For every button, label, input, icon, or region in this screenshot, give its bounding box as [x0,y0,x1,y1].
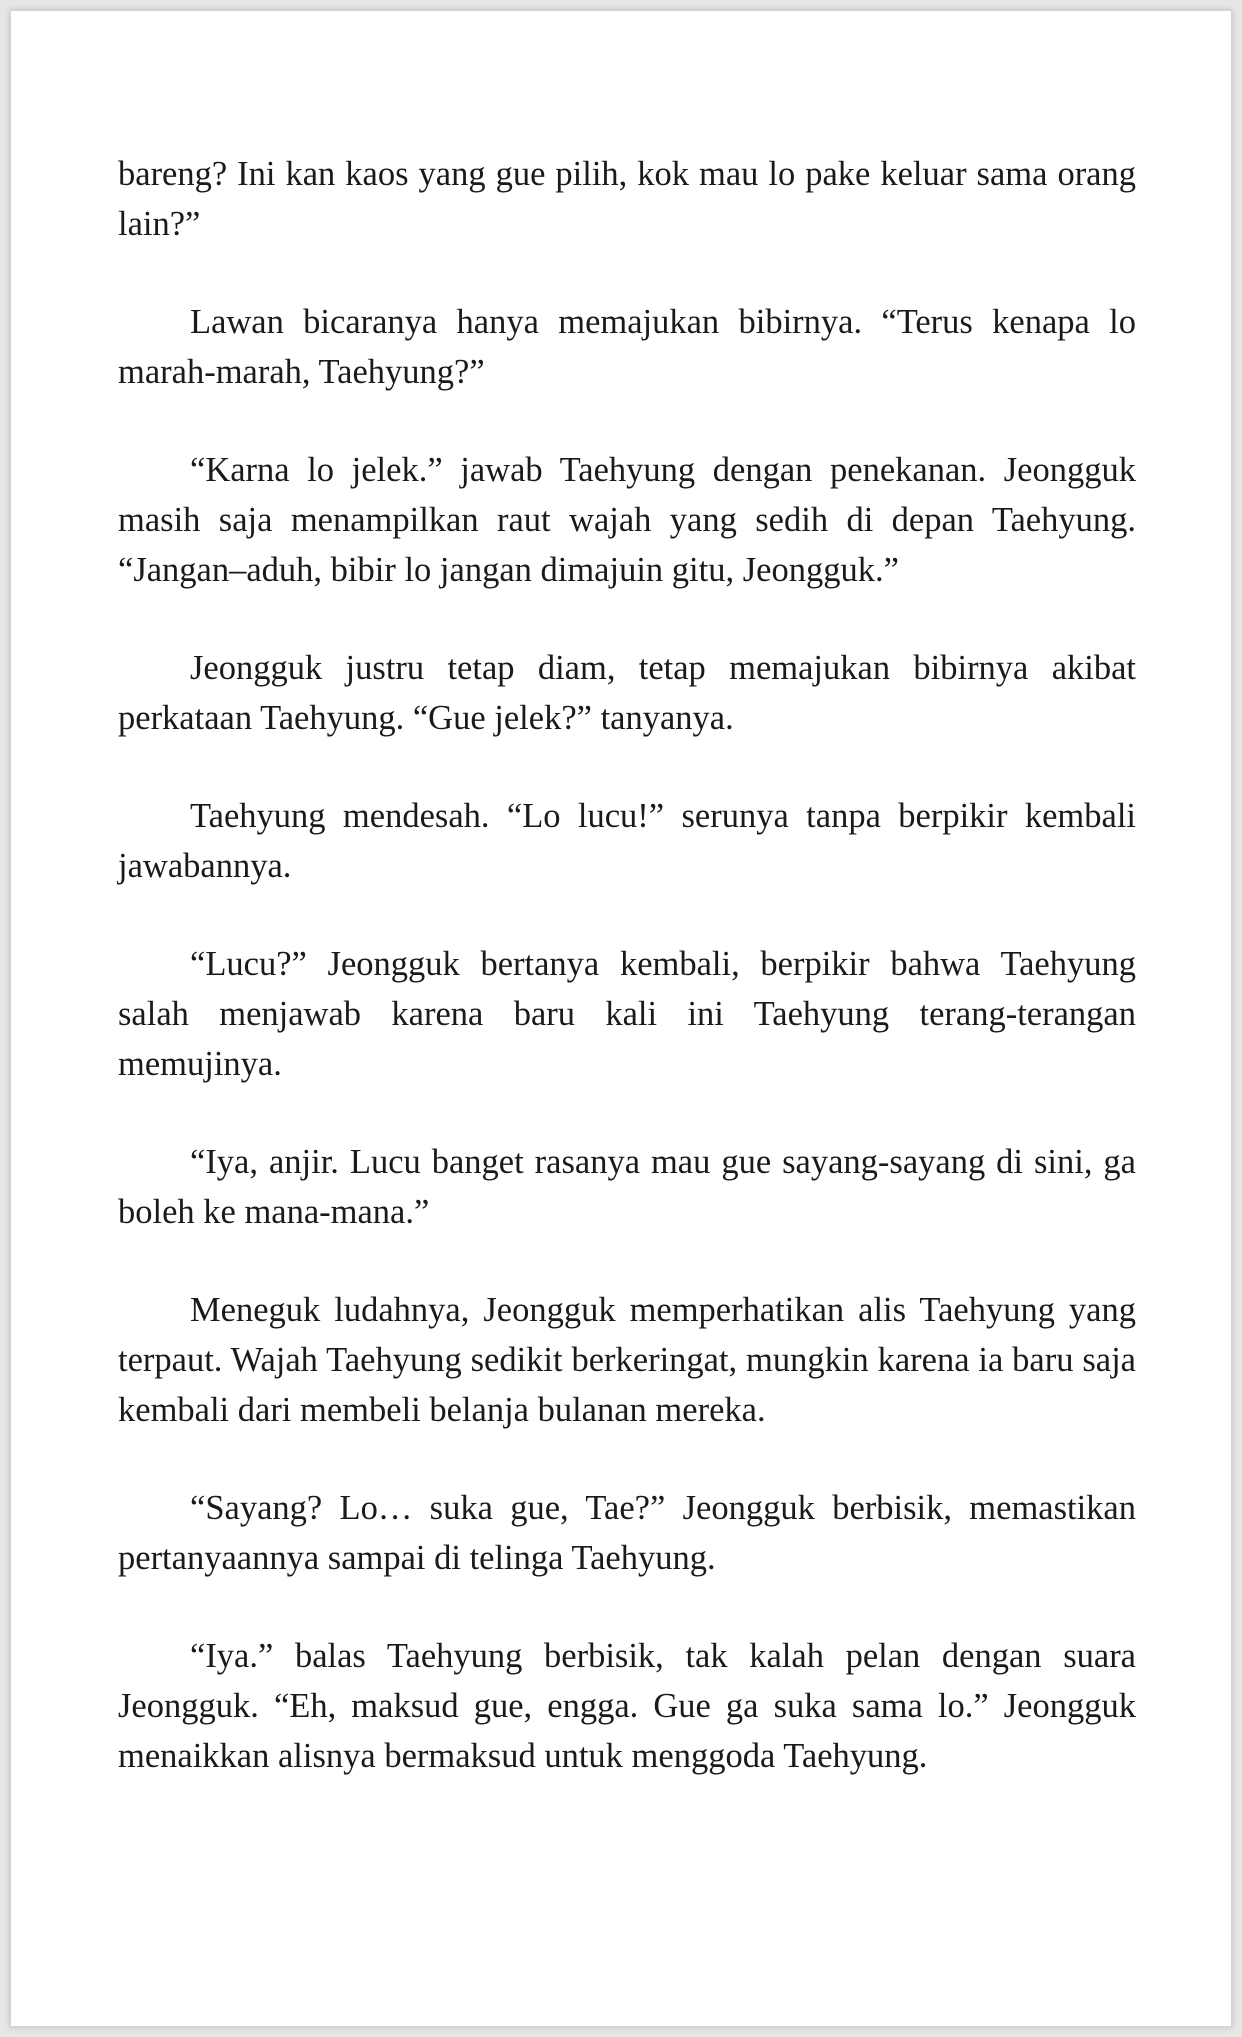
page-text [118,149,1136,1829]
paragraph-7: “Iya, anjir. Lucu banget rasanya mau gue sayang-sayang di sini, ga boleh ke mana-mana.” [118,1143,1136,1231]
paragraph-10: “Iya.” balas Taehyung berbisik, tak kalah pelan dengan suara Jeongguk. “Eh, maksud gue, engga. Gue ga suka sama lo.” Jeongguk menaikkan alisnya bermaksud untuk menggoda Taehyung. [118,1637,1136,1775]
paragraph-6: “Lucu?” Jeongguk bertanya kembali, berpikir bahwa Taehyung salah menjawab karena baru kali ini Taehyung terang-terangan memujinya. [118,945,1136,1083]
paragraph-5: Taehyung mendesah. “Lo lucu!” serunya tanpa berpikir kembali jawabannya. [118,797,1136,885]
book-page [10,10,1232,2027]
paragraph-3: “Karna lo jelek.” jawab Taehyung dengan penekanan. Jeongguk masih saja menampilkan raut wajah yang sedih di depan Taehyung. “Jangan–aduh, bibir lo jangan dimajuin gitu, Jeongguk.” [118,451,1136,589]
paragraph-4: Jeongguk justru tetap diam, tetap memajukan bibirnya akibat perkataan Taehyung. “Gue jelek?” tanyanya. [118,649,1136,737]
paragraph-9: “Sayang? Lo… suka gue, Tae?” Jeongguk berbisik, memastikan pertanyaannya sampai di telinga Taehyung. [118,1489,1136,1577]
paragraph-1: bareng? Ini kan kaos yang gue pilih, kok mau lo pake keluar sama orang lain?” [118,155,1136,243]
paragraph-2: Lawan bicaranya hanya memajukan bibirnya. “Terus kenapa lo marah-marah, Taehyung?” [118,303,1136,391]
paragraph-8: Meneguk ludahnya, Jeongguk memperhatikan alis Taehyung yang terpaut. Wajah Taehyung sedikit berkeringat, mungkin karena ia baru saja kembali dari membeli belanja bulanan mereka. [118,1291,1136,1429]
